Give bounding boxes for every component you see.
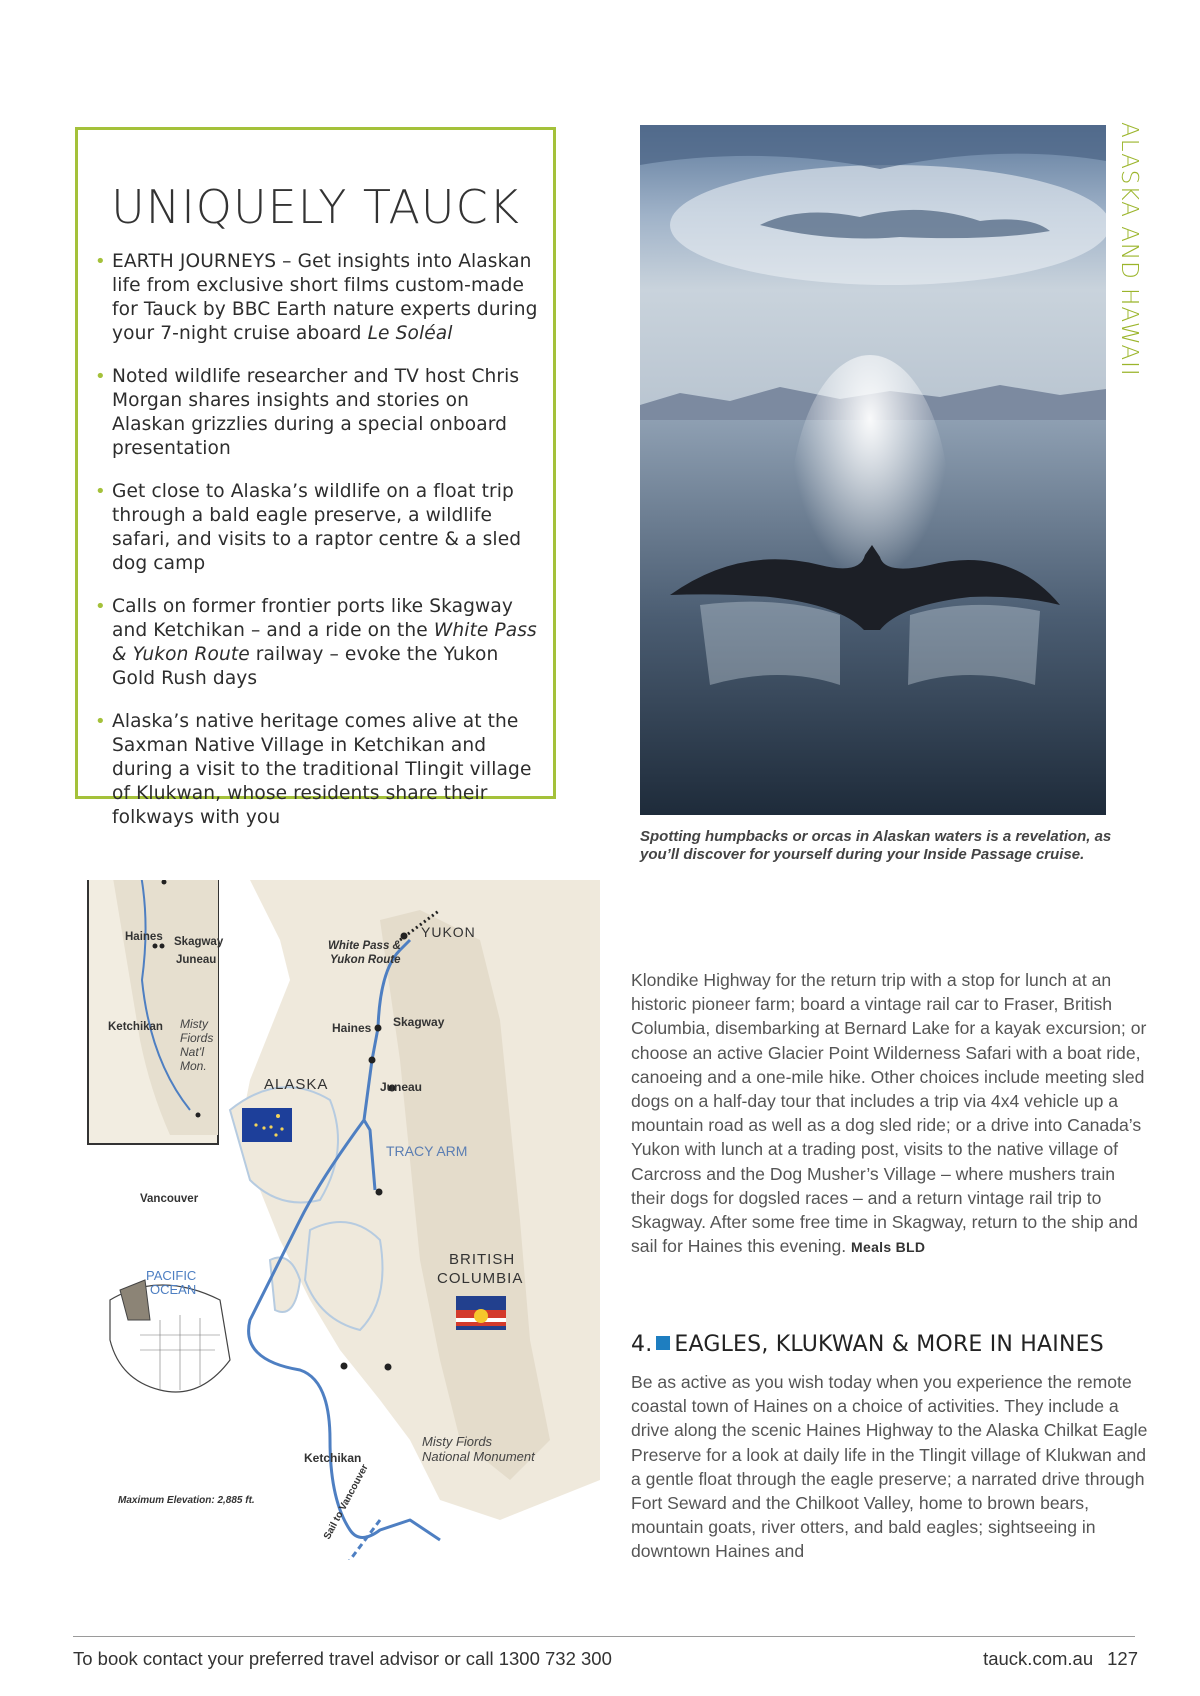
inset-label-mon: Mon. (180, 1059, 207, 1073)
route-map (80, 880, 600, 1560)
day3-text: Klondike Highway for the return trip with a stop for lunch at an historic pioneer farm; board a vintage rail car to Fraser, British Columbia, disembarking at Bernard Lake for a kayak excursion; or choose an active Glacier Point Wilderness Safari with a boat ride, canoeing and a one-mile hike. Other choices include meeting sled dogs on a half-day tour that includes a trip via 4x4 vehicle up a mountain road as well as a dog sled ride; or a drive into Canada’s Yukon with lunch at a trading post, visits to the native village of Carcross and the Dog Musher’s Village – where mushers train their dogs for dogsled races – and a return vintage rail trip to Skagway. After some free time in Skagway, return to the ship and sail for Haines this evening. Meals BLD (631, 970, 1147, 1257)
map-label-yukon: YUKON (421, 924, 476, 940)
inset-label-misty: Misty (180, 1017, 208, 1031)
inset-label-haines: Haines (125, 931, 163, 943)
map-label-british: BRITISH (449, 1251, 516, 1268)
map-label-misty-fiords: Misty Fiords (422, 1434, 493, 1449)
highlight-item: • Alaska’s native heritage comes alive at the Saxman Native Village in Ketchikan and during a visit to the traditional Tlingit village of Klukwan, whose residents share their folkways with you (95, 710, 539, 830)
day3-meals: Meals BLD (851, 1239, 926, 1256)
highlight-item: • Noted wildlife researcher and TV host Chris Morgan shares insights and stories on Alaskan grizzlies during a special onboard presentation (95, 365, 539, 461)
highlight-item: • Calls on former frontier ports like Skagway and Ketchikan – and a ride on the White Pass & Yukon Route railway – evoke the Yukon Gold Rush days (95, 595, 539, 691)
day4-heading: 4. EAGLES, KLUKWAN & MORE IN HAINES (631, 1332, 1104, 1357)
map-label-pacific: PACIFIC (146, 1268, 197, 1283)
map-label-columbia: COLUMBIA (437, 1270, 524, 1287)
map-label-tracy-arm: TRACY ARM (386, 1143, 468, 1159)
footer-website[interactable]: tauck.com.au (983, 1648, 1094, 1669)
uniquely-tauck-box (75, 127, 556, 828)
map-label-skagway: Skagway (393, 1015, 445, 1029)
inset-label-juneau: Juneau (176, 954, 217, 966)
page-number: 127 (1107, 1648, 1138, 1669)
square-bullet-icon (656, 1336, 670, 1350)
map-label-max-elevation: Maximum Elevation: 2,885 ft. (118, 1495, 255, 1506)
footer-booking-text: To book contact your preferred travel advisor or call 1300 732 300 (73, 1648, 612, 1669)
inset-label-natl: Nat’l (180, 1045, 205, 1059)
map-label-juneau: Juneau (380, 1080, 423, 1094)
highlight-item: • EARTH JOURNEYS – Get insights into Alaskan life from exclusive short films custom-made for Tauck by BBC Earth nature experts during your 7-night cruise aboard Le Soléal (95, 250, 539, 346)
inset-label-ketchikan: Ketchikan (108, 1021, 163, 1033)
highlights-list (95, 250, 539, 849)
whale-tail-photo (640, 125, 1106, 815)
inset-label-vancouver: Vancouver (140, 1193, 199, 1205)
highlight-item: • Get close to Alaska’s wildlife on a float trip through a bald eagle preserve, a wildlife safari, and visits to a raptor centre & a sled dog camp (95, 480, 539, 576)
footer-right (969, 1648, 1138, 1670)
map-label-white-pass: White Pass & (328, 940, 401, 952)
map-label-yukon-route-text: Yukon Route (330, 954, 401, 966)
inset-label-skagway: Skagway (174, 936, 224, 948)
section-tab: ALASKA AND HAWAII (1116, 122, 1142, 377)
uniquely-tauck-title: UNIQUELY TAUCK (111, 180, 520, 234)
map-label-ocean: OCEAN (150, 1282, 197, 1297)
map-label-national-monument: National Monument (422, 1449, 535, 1464)
map-label-haines: Haines (332, 1021, 372, 1035)
day4-text: Be as active as you wish today when you experience the remote coastal town of Haines on a choice of activities. They include a drive along the scenic Haines Highway to the Alaska Chilkat Eagle Preserve for a look at daily life in the Tlingit village of Klukwan and a gentle float through the eagle preserve; a narrated drive through Fort Seward and the Chilkoot Valley, home to brown bears, mountain goats, river otters, and bald eagles; sightseeing in downtown Haines and (631, 1372, 1148, 1562)
map-label-sail: Sail to Vancouver (321, 1462, 371, 1542)
footer-divider (73, 1636, 1135, 1637)
map-label-alaska: ALASKA (264, 1076, 329, 1093)
inset-label-fiords: Fiords (180, 1031, 214, 1045)
map-label-ketchikan: Ketchikan (304, 1451, 362, 1465)
photo-caption: Spotting humpbacks or orcas in Alaskan waters is a revelation, as you’ll discover for yourself during your Inside Passage cruise. (640, 828, 1112, 863)
